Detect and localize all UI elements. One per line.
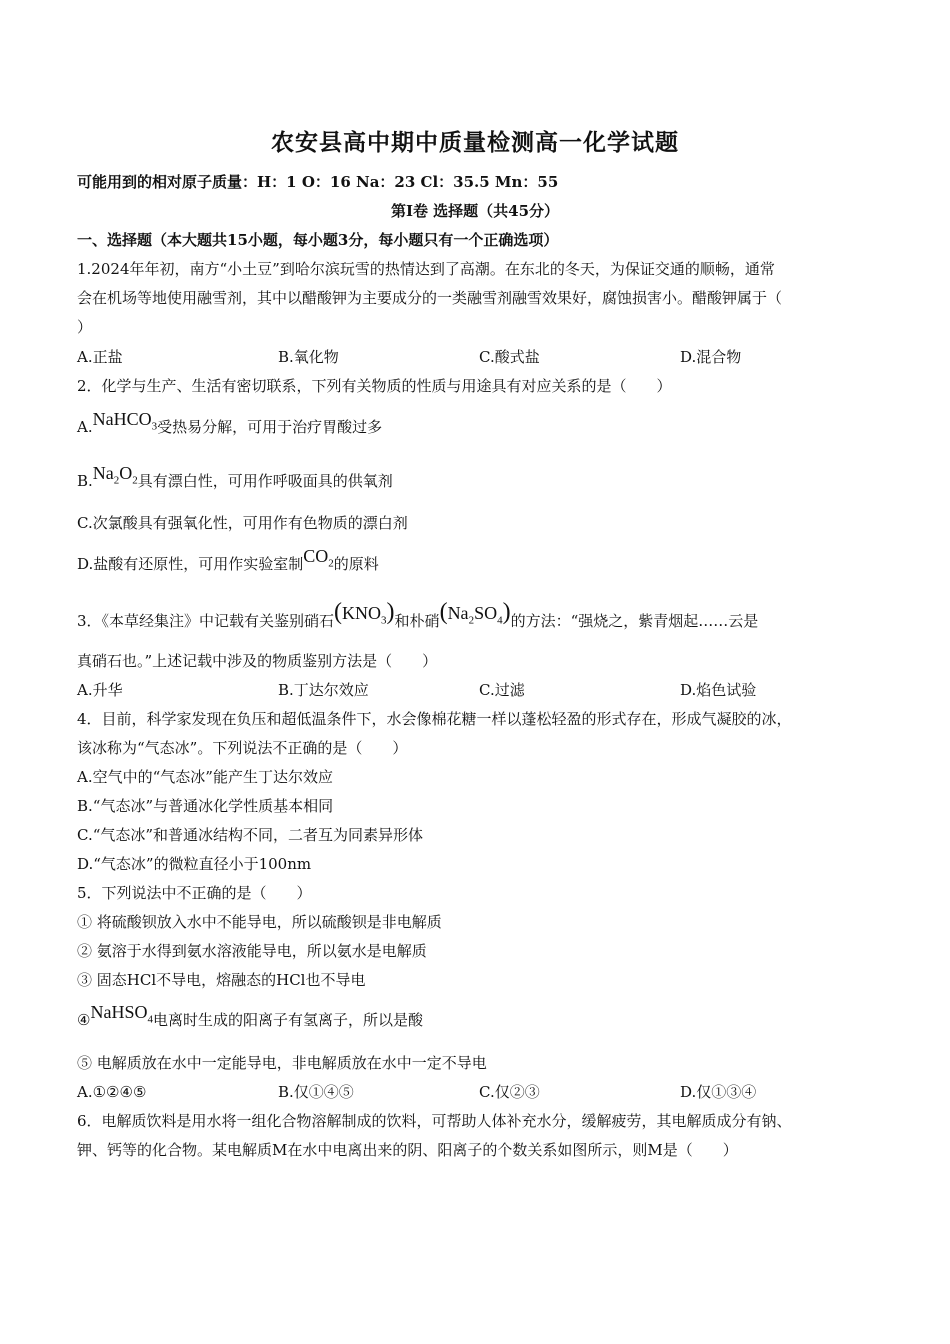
q1-option-a: A.正盐 [77,348,123,366]
q2-a-formula-main: NaHCO [92,409,152,429]
q2-option-a [77,409,383,444]
q2-option-c: C.次氯酸具有强氧化性，可用作有色物质的漂白剂 [77,514,408,532]
q5-option-a: A.①②④⑤ [77,1083,147,1101]
q2-b-formula [92,463,138,487]
q2-d-prefix: D.盐酸有还原性，可用作实验室制 [77,555,304,573]
q3-kno3 [334,599,395,627]
q3-option-d: D.焰色试验 [680,681,757,699]
q5-option-c: C.仅②③ [479,1083,540,1101]
q5-statement-5: ⑤ 电解质放在水中一定能导电，非电解质放在水中一定不导电 [77,1054,487,1072]
q2-b-f2: O [119,463,133,483]
q1-option-d: D.混合物 [680,348,742,366]
q2-d-formula [303,546,334,570]
q5-option-b: B.仅①④⑤ [278,1083,354,1101]
q5-s4-text: 电离时生成的阳离子有氢离子，所以是酸 [152,1011,423,1029]
q5-option-d: D.仅①③④ [680,1083,757,1101]
q1-line2: 会在机场等地使用融雪剂，其中以醋酸钾为主要成分的一类融雪剂融雪效果好，腐蚀损害小。醋酸钾属于（ [77,289,783,307]
q5-stem: 5．下列说法中不正确的是（ ） [77,884,312,902]
q2-b-f1: Na [92,463,114,483]
page-title: 农安县高中期中质量检测高一化学试题 [271,129,679,156]
q4-line1: 4．目前，科学家发现在负压和超低温条件下，水会像棉花糖一样以蓬松轻盈的形式存在，形成气凝胶的冰， [77,710,792,728]
q3-mid: 和朴硝 [394,612,440,630]
q3-na2so4 [439,599,511,627]
q2-a-prefix: A. [77,418,93,436]
q3-so-sub: 4 [497,614,503,627]
q3-option-c: C.过滤 [479,681,525,699]
q3-pre: 3．《本草经集注》中记载有关鉴别硝石 [77,612,335,630]
q1-line1: 1.2024年年初，南方“小土豆”到哈尔滨玩雪的热情达到了高潮。在东北的冬天，为保证交通的顺畅，通常 [77,260,775,278]
part-one-heading: 一、选择题（本大题共15小题，每小题3分，每小题只有一个正确选项） [77,231,559,249]
q4-option-a: A.空气中的“气态冰”能产生丁达尔效应 [77,768,333,786]
atomic-masses: 可能用到的相对原子质量：H：1 O：16 Na：23 Cl：35.5 Mn：55 [77,173,559,191]
q3-na-sub: 2 [468,614,475,627]
q4-option-b: B.“气态冰”与普通冰化学性质基本相同 [77,797,334,815]
q5-s4-formula-sub: 4 [147,1013,153,1026]
q5-statement-2: ② 氨溶于水得到氨水溶液能导电，所以氨水是电解质 [77,942,427,960]
q5-s4-formula-main: NaHSO [90,1002,148,1022]
q2-a-formula-sub: 3 [151,420,158,433]
q2-b-prefix: B. [77,472,93,490]
q3-line1 [77,599,759,638]
q2-option-d [77,546,379,581]
q5-s4-formula [90,1002,153,1026]
q2-d-formula-main: CO [303,546,329,566]
q3-post: 的方法：“强烧之，紫青烟起……云是 [510,612,759,630]
q5-s4-prefix: ④ [77,1011,91,1029]
q6-line1: 6．电解质饮料是用水将一组化合物溶解制成的饮料，可帮助人体补充水分，缓解疲劳，其电解质成分有钠、 [77,1112,792,1130]
q4-option-c: C.“气态冰”和普通冰结构不同，二者互为同素异形体 [77,826,424,844]
q2-b-text: 具有漂白性，可用作呼吸面具的供氧剂 [137,472,393,490]
q3-option-a: A.升华 [77,681,123,699]
q2-a-text: 受热易分解，可用于治疗胃酸过多 [157,418,383,436]
q1-option-b: B.氧化物 [278,348,339,366]
q2-d-text: 的原料 [333,555,379,573]
paren-open: ( [334,599,343,625]
q3-kno: KNO [342,603,382,623]
q3-so: SO [474,603,498,623]
q2-b-s1: 2 [113,474,120,487]
q5-statement-3: ③ 固态HCl不导电，熔融态的HCl也不导电 [77,971,366,989]
q4-option-d: D.“气态冰”的微粒直径小于100nm [77,855,312,873]
q1-line3: ） [77,318,93,336]
q2-option-b [77,463,393,498]
q2-stem: 2．化学与生产、生活有密切联系，下列有关物质的性质与用途具有对应关系的是（ ） [77,377,672,395]
q3-line2: 真硝石也。”上述记载中涉及的物质鉴别方法是（ ） [77,652,438,670]
section-header: 第Ⅰ卷 选择题（共45分） [390,202,560,220]
q5-statement-4 [77,1002,423,1037]
q5-statement-1: ① 将硫酸钡放入水中不能导电，所以硫酸钡是非电解质 [77,913,442,931]
q1-option-c: C.酸式盐 [479,348,540,366]
q2-a-formula [92,409,158,433]
q3-kno-sub: 3 [381,614,387,627]
q3-na: Na [447,603,469,623]
q3-option-b: B.丁达尔效应 [278,681,369,699]
q2-b-s2: 2 [132,474,138,487]
q6-line2: 钾、钙等的化合物。某电解质M在水中电离出来的阴、阳离子的个数关系如图所示，则M是（ ） [77,1141,738,1159]
q4-line2: 该冰称为“气态冰”。下列说法不正确的是（ ） [77,739,408,757]
q2-d-formula-sub: 2 [328,557,334,570]
paren-open: ( [439,599,448,625]
paren-close: ) [386,599,395,625]
paren-close: ) [502,599,511,625]
